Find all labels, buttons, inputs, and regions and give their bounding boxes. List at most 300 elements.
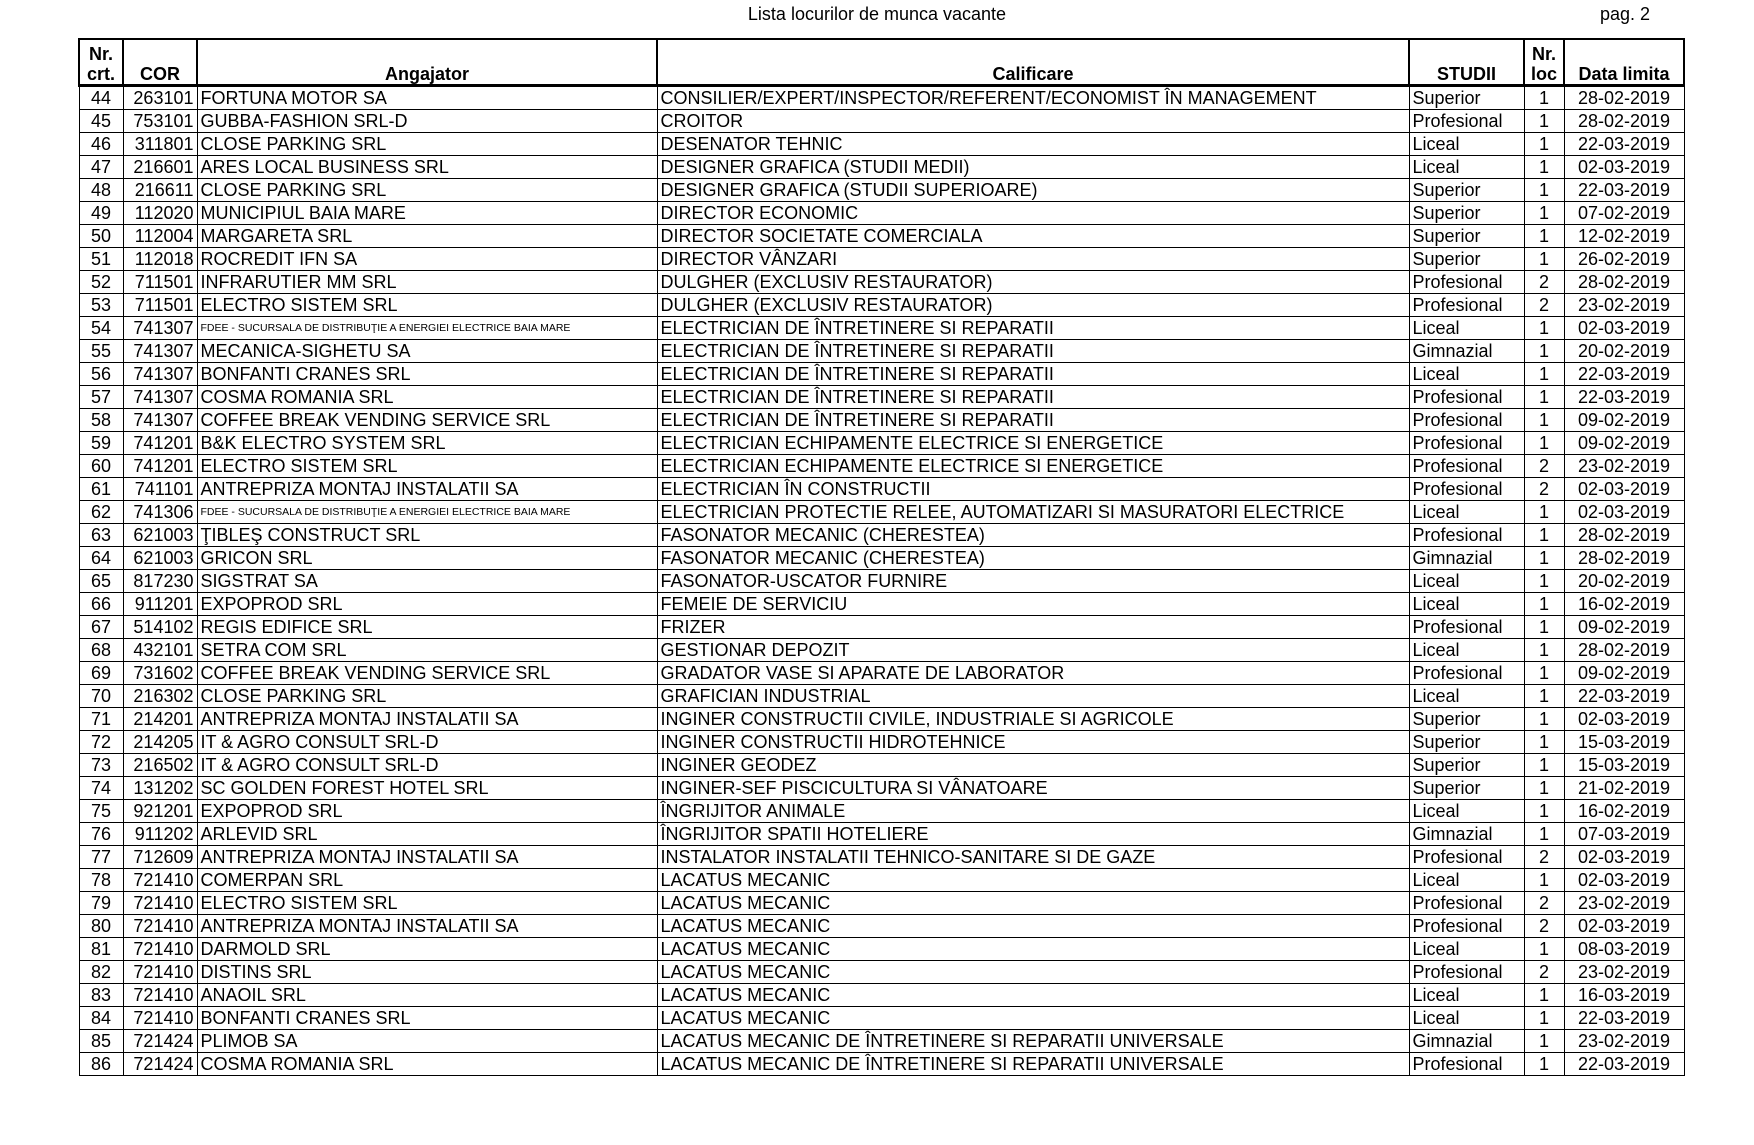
table-row bbox=[79, 340, 1684, 363]
cell-studii: Liceal bbox=[1409, 570, 1524, 593]
cell-cor: 911202 bbox=[123, 823, 197, 846]
cell-angajator: BONFANTI CRANES SRL bbox=[197, 1007, 657, 1030]
cell-loc: 1 bbox=[1524, 731, 1564, 754]
cell-loc: 2 bbox=[1524, 892, 1564, 915]
cell-loc: 1 bbox=[1524, 685, 1564, 708]
col-header-studii: STUDII bbox=[1409, 39, 1524, 86]
cell-nr: 64 bbox=[79, 547, 123, 570]
cell-cor: 721410 bbox=[123, 984, 197, 1007]
cell-cor: 621003 bbox=[123, 524, 197, 547]
cell-calificare: FRIZER bbox=[657, 616, 1409, 639]
cell-calificare: FASONATOR MECANIC (CHERESTEA) bbox=[657, 547, 1409, 570]
cell-data-limita: 16-02-2019 bbox=[1564, 800, 1684, 823]
cell-cor: 731602 bbox=[123, 662, 197, 685]
cell-angajator: FORTUNA MOTOR SA bbox=[197, 86, 657, 110]
cell-calificare: DIRECTOR SOCIETATE COMERCIALA bbox=[657, 225, 1409, 248]
cell-nr: 85 bbox=[79, 1030, 123, 1053]
cell-nr: 79 bbox=[79, 892, 123, 915]
cell-loc: 1 bbox=[1524, 869, 1564, 892]
cell-calificare: ELECTRICIAN ECHIPAMENTE ELECTRICE SI ENERGETICE bbox=[657, 432, 1409, 455]
cell-loc: 1 bbox=[1524, 432, 1564, 455]
cell-angajator: ELECTRO SISTEM SRL bbox=[197, 294, 657, 317]
cell-cor: 112018 bbox=[123, 248, 197, 271]
col-header-loc: Nr. loc bbox=[1524, 39, 1564, 86]
cell-data-limita: 16-02-2019 bbox=[1564, 593, 1684, 616]
cell-nr: 75 bbox=[79, 800, 123, 823]
cell-data-limita: 09-02-2019 bbox=[1564, 409, 1684, 432]
cell-loc: 2 bbox=[1524, 271, 1564, 294]
cell-loc: 1 bbox=[1524, 800, 1564, 823]
cell-calificare: DESIGNER GRAFICA (STUDII MEDII) bbox=[657, 156, 1409, 179]
cell-cor: 711501 bbox=[123, 271, 197, 294]
cell-studii: Profesional bbox=[1409, 915, 1524, 938]
cell-studii: Profesional bbox=[1409, 386, 1524, 409]
cell-loc: 1 bbox=[1524, 616, 1564, 639]
cell-studii: Liceal bbox=[1409, 593, 1524, 616]
cell-calificare: FEMEIE DE SERVICIU bbox=[657, 593, 1409, 616]
cell-cor: 711501 bbox=[123, 294, 197, 317]
cell-angajator: CLOSE PARKING SRL bbox=[197, 685, 657, 708]
cell-studii: Liceal bbox=[1409, 685, 1524, 708]
table-row bbox=[79, 869, 1684, 892]
table-row bbox=[79, 386, 1684, 409]
cell-loc: 1 bbox=[1524, 86, 1564, 110]
cell-nr: 73 bbox=[79, 754, 123, 777]
cell-angajator: ELECTRO SISTEM SRL bbox=[197, 455, 657, 478]
cell-angajator: CLOSE PARKING SRL bbox=[197, 133, 657, 156]
cell-studii: Gimnazial bbox=[1409, 823, 1524, 846]
cell-calificare: INSTALATOR INSTALATII TEHNICO-SANITARE SI DE GAZE bbox=[657, 846, 1409, 869]
cell-cor: 432101 bbox=[123, 639, 197, 662]
cell-studii: Profesional bbox=[1409, 662, 1524, 685]
cell-cor: 263101 bbox=[123, 86, 197, 110]
cell-cor: 741306 bbox=[123, 501, 197, 524]
col-header-nr: Nr. crt. bbox=[79, 39, 123, 86]
cell-data-limita: 02-03-2019 bbox=[1564, 317, 1684, 340]
cell-data-limita: 23-02-2019 bbox=[1564, 294, 1684, 317]
cell-studii: Profesional bbox=[1409, 432, 1524, 455]
cell-calificare: DULGHER (EXCLUSIV RESTAURATOR) bbox=[657, 294, 1409, 317]
cell-angajator: ANTREPRIZA MONTAJ INSTALATII SA bbox=[197, 846, 657, 869]
cell-nr: 76 bbox=[79, 823, 123, 846]
cell-data-limita: 09-02-2019 bbox=[1564, 662, 1684, 685]
table-row bbox=[79, 961, 1684, 984]
cell-loc: 2 bbox=[1524, 915, 1564, 938]
col-header-calificare: Calificare bbox=[657, 39, 1409, 86]
cell-loc: 1 bbox=[1524, 777, 1564, 800]
table-row bbox=[79, 133, 1684, 156]
cell-studii: Liceal bbox=[1409, 984, 1524, 1007]
cell-studii: Liceal bbox=[1409, 869, 1524, 892]
cell-studii: Profesional bbox=[1409, 110, 1524, 133]
table-row bbox=[79, 639, 1684, 662]
cell-calificare: LACATUS MECANIC DE ÎNTRETINERE SI REPARATII UNIVERSALE bbox=[657, 1030, 1409, 1053]
cell-calificare: LACATUS MECANIC bbox=[657, 984, 1409, 1007]
cell-cor: 721410 bbox=[123, 869, 197, 892]
cell-angajator: ANTREPRIZA MONTAJ INSTALATII SA bbox=[197, 478, 657, 501]
cell-studii: Liceal bbox=[1409, 317, 1524, 340]
cell-data-limita: 22-03-2019 bbox=[1564, 1007, 1684, 1030]
table-row bbox=[79, 708, 1684, 731]
cell-loc: 2 bbox=[1524, 846, 1564, 869]
col-header-cor: COR bbox=[123, 39, 197, 86]
cell-loc: 1 bbox=[1524, 363, 1564, 386]
cell-calificare: DESIGNER GRAFICA (STUDII SUPERIOARE) bbox=[657, 179, 1409, 202]
cell-angajator: DISTINS SRL bbox=[197, 961, 657, 984]
table-row bbox=[79, 248, 1684, 271]
cell-data-limita: 26-02-2019 bbox=[1564, 248, 1684, 271]
cell-nr: 67 bbox=[79, 616, 123, 639]
cell-angajator: INFRARUTIER MM SRL bbox=[197, 271, 657, 294]
cell-calificare: FASONATOR MECANIC (CHERESTEA) bbox=[657, 524, 1409, 547]
cell-studii: Profesional bbox=[1409, 409, 1524, 432]
col-header-angajator: Angajator bbox=[197, 39, 657, 86]
cell-studii: Superior bbox=[1409, 754, 1524, 777]
cell-cor: 216502 bbox=[123, 754, 197, 777]
cell-calificare: DESENATOR TEHNIC bbox=[657, 133, 1409, 156]
cell-studii: Liceal bbox=[1409, 800, 1524, 823]
cell-calificare: LACATUS MECANIC bbox=[657, 938, 1409, 961]
cell-studii: Superior bbox=[1409, 777, 1524, 800]
cell-nr: 48 bbox=[79, 179, 123, 202]
cell-angajator: ARLEVID SRL bbox=[197, 823, 657, 846]
table-row bbox=[79, 823, 1684, 846]
cell-studii: Profesional bbox=[1409, 616, 1524, 639]
cell-angajator: SC GOLDEN FOREST HOTEL SRL bbox=[197, 777, 657, 800]
cell-cor: 712609 bbox=[123, 846, 197, 869]
vacancies-table bbox=[78, 38, 1685, 1076]
cell-data-limita: 28-02-2019 bbox=[1564, 524, 1684, 547]
cell-studii: Liceal bbox=[1409, 938, 1524, 961]
cell-calificare: DIRECTOR ECONOMIC bbox=[657, 202, 1409, 225]
cell-loc: 1 bbox=[1524, 524, 1564, 547]
cell-studii: Liceal bbox=[1409, 501, 1524, 524]
cell-calificare: DULGHER (EXCLUSIV RESTAURATOR) bbox=[657, 271, 1409, 294]
table-row bbox=[79, 915, 1684, 938]
table-row bbox=[79, 938, 1684, 961]
cell-calificare: INGINER GEODEZ bbox=[657, 754, 1409, 777]
cell-loc: 1 bbox=[1524, 1007, 1564, 1030]
cell-studii: Profesional bbox=[1409, 294, 1524, 317]
cell-calificare: FASONATOR-USCATOR FURNIRE bbox=[657, 570, 1409, 593]
cell-data-limita: 28-02-2019 bbox=[1564, 110, 1684, 133]
table-row bbox=[79, 846, 1684, 869]
table-row bbox=[79, 616, 1684, 639]
table-row bbox=[79, 156, 1684, 179]
cell-angajator: COSMA ROMANIA SRL bbox=[197, 386, 657, 409]
cell-angajator: MUNICIPIUL BAIA MARE bbox=[197, 202, 657, 225]
cell-loc: 1 bbox=[1524, 110, 1564, 133]
cell-cor: 741307 bbox=[123, 409, 197, 432]
cell-calificare: GRAFICIAN INDUSTRIAL bbox=[657, 685, 1409, 708]
cell-data-limita: 09-02-2019 bbox=[1564, 432, 1684, 455]
cell-loc: 1 bbox=[1524, 133, 1564, 156]
cell-angajator: GRICON SRL bbox=[197, 547, 657, 570]
cell-nr: 82 bbox=[79, 961, 123, 984]
cell-nr: 78 bbox=[79, 869, 123, 892]
cell-angajator: CLOSE PARKING SRL bbox=[197, 179, 657, 202]
cell-nr: 72 bbox=[79, 731, 123, 754]
cell-data-limita: 07-03-2019 bbox=[1564, 823, 1684, 846]
cell-angajator: COFFEE BREAK VENDING SERVICE SRL bbox=[197, 662, 657, 685]
table-row bbox=[79, 754, 1684, 777]
cell-calificare: DIRECTOR VÂNZARI bbox=[657, 248, 1409, 271]
cell-angajator: COFFEE BREAK VENDING SERVICE SRL bbox=[197, 409, 657, 432]
cell-nr: 47 bbox=[79, 156, 123, 179]
cell-nr: 71 bbox=[79, 708, 123, 731]
table-row bbox=[79, 294, 1684, 317]
cell-cor: 721410 bbox=[123, 892, 197, 915]
cell-studii: Profesional bbox=[1409, 455, 1524, 478]
table-row bbox=[79, 363, 1684, 386]
cell-calificare: INGINER CONSTRUCTII CIVILE, INDUSTRIALE SI AGRICOLE bbox=[657, 708, 1409, 731]
cell-data-limita: 02-03-2019 bbox=[1564, 478, 1684, 501]
cell-studii: Gimnazial bbox=[1409, 340, 1524, 363]
cell-angajator: MECANICA-SIGHETU SA bbox=[197, 340, 657, 363]
page-number: pag. 2 bbox=[1600, 4, 1651, 24]
cell-studii: Liceal bbox=[1409, 363, 1524, 386]
cell-angajator: COSMA ROMANIA SRL bbox=[197, 1053, 657, 1076]
cell-angajator: SIGSTRAT SA bbox=[197, 570, 657, 593]
cell-calificare: LACATUS MECANIC DE ÎNTRETINERE SI REPARATII UNIVERSALE bbox=[657, 1053, 1409, 1076]
cell-calificare: CONSILIER/EXPERT/INSPECTOR/REFERENT/ECONOMIST ÎN MANAGEMENT bbox=[657, 86, 1409, 110]
table-row bbox=[79, 1007, 1684, 1030]
table-row bbox=[79, 179, 1684, 202]
cell-loc: 1 bbox=[1524, 156, 1564, 179]
cell-studii: Superior bbox=[1409, 179, 1524, 202]
cell-loc: 1 bbox=[1524, 547, 1564, 570]
cell-cor: 214201 bbox=[123, 708, 197, 731]
cell-data-limita: 23-02-2019 bbox=[1564, 892, 1684, 915]
cell-nr: 55 bbox=[79, 340, 123, 363]
cell-studii: Superior bbox=[1409, 202, 1524, 225]
table-row bbox=[79, 1030, 1684, 1053]
cell-angajator: SETRA COM SRL bbox=[197, 639, 657, 662]
cell-studii: Profesional bbox=[1409, 478, 1524, 501]
cell-cor: 216601 bbox=[123, 156, 197, 179]
table-row bbox=[79, 662, 1684, 685]
cell-loc: 1 bbox=[1524, 593, 1564, 616]
cell-data-limita: 23-02-2019 bbox=[1564, 455, 1684, 478]
cell-nr: 56 bbox=[79, 363, 123, 386]
cell-cor: 721410 bbox=[123, 961, 197, 984]
cell-nr: 83 bbox=[79, 984, 123, 1007]
cell-data-limita: 22-03-2019 bbox=[1564, 133, 1684, 156]
cell-calificare: GESTIONAR DEPOZIT bbox=[657, 639, 1409, 662]
cell-data-limita: 28-02-2019 bbox=[1564, 271, 1684, 294]
cell-cor: 214205 bbox=[123, 731, 197, 754]
cell-loc: 1 bbox=[1524, 340, 1564, 363]
table-row bbox=[79, 685, 1684, 708]
cell-angajator: ANAOIL SRL bbox=[197, 984, 657, 1007]
table-row bbox=[79, 800, 1684, 823]
cell-nr: 65 bbox=[79, 570, 123, 593]
cell-angajator: FDEE - SUCURSALA DE DISTRIBUŢIE A ENERGIEI ELECTRICE BAIA MARE bbox=[197, 501, 657, 524]
cell-angajator: EXPOPROD SRL bbox=[197, 593, 657, 616]
table-row bbox=[79, 225, 1684, 248]
table-row bbox=[79, 86, 1684, 110]
table-row bbox=[79, 547, 1684, 570]
cell-nr: 74 bbox=[79, 777, 123, 800]
cell-data-limita: 02-03-2019 bbox=[1564, 846, 1684, 869]
cell-data-limita: 02-03-2019 bbox=[1564, 501, 1684, 524]
cell-data-limita: 16-03-2019 bbox=[1564, 984, 1684, 1007]
cell-angajator: COMERPAN SRL bbox=[197, 869, 657, 892]
cell-angajator: ANTREPRIZA MONTAJ INSTALATII SA bbox=[197, 708, 657, 731]
table-row bbox=[79, 409, 1684, 432]
cell-cor: 741307 bbox=[123, 317, 197, 340]
cell-angajator: PLIMOB SA bbox=[197, 1030, 657, 1053]
table-row bbox=[79, 1053, 1684, 1076]
cell-cor: 741307 bbox=[123, 363, 197, 386]
cell-data-limita: 28-02-2019 bbox=[1564, 547, 1684, 570]
cell-studii: Gimnazial bbox=[1409, 547, 1524, 570]
cell-loc: 1 bbox=[1524, 409, 1564, 432]
cell-angajator: REGIS EDIFICE SRL bbox=[197, 616, 657, 639]
cell-data-limita: 07-02-2019 bbox=[1564, 202, 1684, 225]
cell-calificare: LACATUS MECANIC bbox=[657, 915, 1409, 938]
cell-loc: 1 bbox=[1524, 754, 1564, 777]
cell-cor: 721410 bbox=[123, 915, 197, 938]
table-row bbox=[79, 271, 1684, 294]
cell-nr: 69 bbox=[79, 662, 123, 685]
cell-calificare: LACATUS MECANIC bbox=[657, 892, 1409, 915]
cell-cor: 721410 bbox=[123, 1007, 197, 1030]
cell-studii: Liceal bbox=[1409, 639, 1524, 662]
cell-angajator: ROCREDIT IFN SA bbox=[197, 248, 657, 271]
cell-nr: 46 bbox=[79, 133, 123, 156]
cell-studii: Liceal bbox=[1409, 133, 1524, 156]
table-row bbox=[79, 570, 1684, 593]
cell-calificare: LACATUS MECANIC bbox=[657, 1007, 1409, 1030]
cell-studii: Superior bbox=[1409, 248, 1524, 271]
cell-studii: Liceal bbox=[1409, 1007, 1524, 1030]
cell-nr: 59 bbox=[79, 432, 123, 455]
cell-studii: Superior bbox=[1409, 708, 1524, 731]
table-header-row bbox=[79, 39, 1684, 86]
cell-loc: 1 bbox=[1524, 248, 1564, 271]
cell-loc: 1 bbox=[1524, 662, 1564, 685]
cell-cor: 131202 bbox=[123, 777, 197, 800]
cell-data-limita: 23-02-2019 bbox=[1564, 1030, 1684, 1053]
cell-data-limita: 08-03-2019 bbox=[1564, 938, 1684, 961]
table-row bbox=[79, 524, 1684, 547]
cell-angajator: ARES LOCAL BUSINESS SRL bbox=[197, 156, 657, 179]
table-row bbox=[79, 455, 1684, 478]
table-row bbox=[79, 777, 1684, 800]
cell-data-limita: 22-03-2019 bbox=[1564, 1053, 1684, 1076]
cell-nr: 86 bbox=[79, 1053, 123, 1076]
cell-data-limita: 15-03-2019 bbox=[1564, 731, 1684, 754]
cell-loc: 1 bbox=[1524, 317, 1564, 340]
table-row bbox=[79, 892, 1684, 915]
cell-nr: 61 bbox=[79, 478, 123, 501]
cell-calificare: ELECTRICIAN DE ÎNTRETINERE SI REPARATII bbox=[657, 363, 1409, 386]
cell-data-limita: 21-02-2019 bbox=[1564, 777, 1684, 800]
cell-loc: 1 bbox=[1524, 708, 1564, 731]
cell-nr: 80 bbox=[79, 915, 123, 938]
cell-studii: Superior bbox=[1409, 86, 1524, 110]
cell-loc: 2 bbox=[1524, 478, 1564, 501]
table-row bbox=[79, 202, 1684, 225]
cell-loc: 1 bbox=[1524, 501, 1564, 524]
cell-loc: 1 bbox=[1524, 202, 1564, 225]
cell-nr: 62 bbox=[79, 501, 123, 524]
cell-cor: 621003 bbox=[123, 547, 197, 570]
cell-calificare: GRADATOR VASE SI APARATE DE LABORATOR bbox=[657, 662, 1409, 685]
cell-studii: Superior bbox=[1409, 731, 1524, 754]
cell-data-limita: 22-03-2019 bbox=[1564, 179, 1684, 202]
cell-calificare: ELECTRICIAN PROTECTIE RELEE, AUTOMATIZARI SI MASURATORI ELECTRICE bbox=[657, 501, 1409, 524]
cell-data-limita: 15-03-2019 bbox=[1564, 754, 1684, 777]
cell-nr: 68 bbox=[79, 639, 123, 662]
cell-angajator: IT & AGRO CONSULT SRL-D bbox=[197, 754, 657, 777]
cell-nr: 50 bbox=[79, 225, 123, 248]
cell-studii: Gimnazial bbox=[1409, 1030, 1524, 1053]
cell-data-limita: 02-03-2019 bbox=[1564, 156, 1684, 179]
cell-calificare: INGINER CONSTRUCTII HIDROTEHNICE bbox=[657, 731, 1409, 754]
cell-cor: 911201 bbox=[123, 593, 197, 616]
cell-cor: 741201 bbox=[123, 432, 197, 455]
cell-calificare: ÎNGRIJITOR SPATII HOTELIERE bbox=[657, 823, 1409, 846]
cell-data-limita: 28-02-2019 bbox=[1564, 86, 1684, 110]
cell-cor: 112020 bbox=[123, 202, 197, 225]
cell-calificare: ELECTRICIAN ÎN CONSTRUCTII bbox=[657, 478, 1409, 501]
cell-data-limita: 02-03-2019 bbox=[1564, 915, 1684, 938]
cell-data-limita: 12-02-2019 bbox=[1564, 225, 1684, 248]
cell-calificare: ELECTRICIAN DE ÎNTRETINERE SI REPARATII bbox=[657, 317, 1409, 340]
cell-loc: 1 bbox=[1524, 386, 1564, 409]
cell-calificare: ELECTRICIAN ECHIPAMENTE ELECTRICE SI ENERGETICE bbox=[657, 455, 1409, 478]
cell-nr: 49 bbox=[79, 202, 123, 225]
cell-data-limita: 09-02-2019 bbox=[1564, 616, 1684, 639]
cell-loc: 2 bbox=[1524, 455, 1564, 478]
cell-cor: 514102 bbox=[123, 616, 197, 639]
cell-nr: 70 bbox=[79, 685, 123, 708]
cell-loc: 1 bbox=[1524, 823, 1564, 846]
cell-loc: 1 bbox=[1524, 938, 1564, 961]
cell-studii: Profesional bbox=[1409, 524, 1524, 547]
cell-loc: 1 bbox=[1524, 1030, 1564, 1053]
cell-nr: 45 bbox=[79, 110, 123, 133]
table-body bbox=[79, 86, 1684, 1076]
cell-studii: Profesional bbox=[1409, 892, 1524, 915]
cell-angajator: DARMOLD SRL bbox=[197, 938, 657, 961]
table-row bbox=[79, 478, 1684, 501]
table-row bbox=[79, 110, 1684, 133]
cell-cor: 741101 bbox=[123, 478, 197, 501]
cell-cor: 311801 bbox=[123, 133, 197, 156]
cell-calificare: ELECTRICIAN DE ÎNTRETINERE SI REPARATII bbox=[657, 340, 1409, 363]
cell-calificare: INGINER-SEF PISCICULTURA SI VÂNATOARE bbox=[657, 777, 1409, 800]
cell-calificare: ELECTRICIAN DE ÎNTRETINERE SI REPARATII bbox=[657, 386, 1409, 409]
cell-loc: 1 bbox=[1524, 570, 1564, 593]
cell-angajator: ŢIBLEŞ CONSTRUCT SRL bbox=[197, 524, 657, 547]
cell-cor: 721424 bbox=[123, 1053, 197, 1076]
cell-studii: Profesional bbox=[1409, 846, 1524, 869]
table-row bbox=[79, 317, 1684, 340]
cell-cor: 741201 bbox=[123, 455, 197, 478]
table-row bbox=[79, 984, 1684, 1007]
cell-cor: 921201 bbox=[123, 800, 197, 823]
cell-nr: 57 bbox=[79, 386, 123, 409]
cell-nr: 66 bbox=[79, 593, 123, 616]
cell-angajator: FDEE - SUCURSALA DE DISTRIBUŢIE A ENERGIEI ELECTRICE BAIA MARE bbox=[197, 317, 657, 340]
cell-nr: 54 bbox=[79, 317, 123, 340]
cell-loc: 2 bbox=[1524, 294, 1564, 317]
cell-data-limita: 02-03-2019 bbox=[1564, 869, 1684, 892]
cell-loc: 1 bbox=[1524, 225, 1564, 248]
